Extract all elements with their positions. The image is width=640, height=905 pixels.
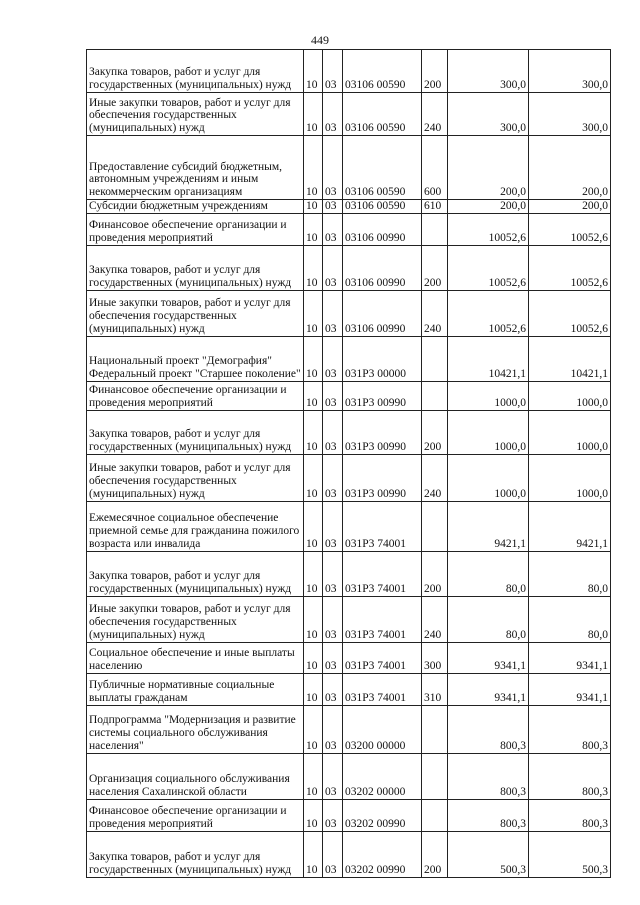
subsection-code-cell: 03 xyxy=(323,831,343,877)
amount-cell: 9341,1 xyxy=(448,673,529,705)
page-number: 449 xyxy=(311,33,329,47)
target-article-code-cell: 031P3 74001 xyxy=(343,673,422,705)
section-code-cell: 10 xyxy=(304,673,323,705)
section-code-cell: 10 xyxy=(304,831,323,877)
table-row xyxy=(87,93,611,136)
target-article-code-cell: 031P3 00990 xyxy=(343,454,422,501)
amount-cell: 800,3 xyxy=(529,799,611,831)
row-name-cell: Организация социального обслуживания населения Сахалинской области xyxy=(87,753,304,799)
subsection-code-cell: 03 xyxy=(323,93,343,136)
table-row xyxy=(87,200,611,214)
target-article-code-cell: 03106 00990 xyxy=(343,290,422,336)
expense-type-code-cell xyxy=(422,381,448,410)
amount-cell: 10052,6 xyxy=(529,245,611,290)
subsection-code-cell: 03 xyxy=(323,673,343,705)
section-code-cell: 10 xyxy=(304,410,323,454)
section-code-cell: 10 xyxy=(304,705,323,753)
row-name-cell: Ежемесячное социальное обеспечение приемной семье для гражданина пожилого возраста или инвалида xyxy=(87,501,304,551)
amount-cell: 200,0 xyxy=(529,200,611,214)
section-code-cell: 10 xyxy=(304,290,323,336)
table-row xyxy=(87,831,611,877)
amount-cell: 9421,1 xyxy=(448,501,529,551)
table-row xyxy=(87,705,611,753)
target-article-code-cell: 03106 00590 xyxy=(343,50,422,93)
expense-type-code-cell: 610 xyxy=(422,200,448,214)
expense-type-code-cell xyxy=(422,501,448,551)
target-article-code-cell: 03202 00990 xyxy=(343,799,422,831)
expense-type-code-cell xyxy=(422,753,448,799)
subsection-code-cell: 03 xyxy=(323,753,343,799)
amount-cell: 800,3 xyxy=(448,705,529,753)
section-code-cell: 10 xyxy=(304,136,323,200)
amount-cell: 10052,6 xyxy=(448,245,529,290)
amount-cell: 80,0 xyxy=(529,551,611,596)
amount-cell: 10421,1 xyxy=(448,336,529,381)
subsection-code-cell: 03 xyxy=(323,336,343,381)
section-code-cell: 10 xyxy=(304,336,323,381)
amount-cell: 9341,1 xyxy=(529,642,611,673)
subsection-code-cell: 03 xyxy=(323,454,343,501)
expense-type-code-cell: 200 xyxy=(422,831,448,877)
subsection-code-cell: 03 xyxy=(323,290,343,336)
expense-type-code-cell: 200 xyxy=(422,551,448,596)
table-row xyxy=(87,50,611,93)
expense-type-code-cell: 200 xyxy=(422,245,448,290)
amount-cell: 10421,1 xyxy=(529,336,611,381)
amount-cell: 80,0 xyxy=(448,551,529,596)
target-article-code-cell: 03200 00000 xyxy=(343,705,422,753)
budget-table xyxy=(86,49,611,878)
amount-cell: 200,0 xyxy=(448,200,529,214)
section-code-cell: 10 xyxy=(304,454,323,501)
subsection-code-cell: 03 xyxy=(323,410,343,454)
table-row xyxy=(87,799,611,831)
row-name-cell: Иные закупки товаров, работ и услуг для обеспечения государственных (муниципальных) нужд xyxy=(87,596,304,642)
amount-cell: 1000,0 xyxy=(448,381,529,410)
table-row xyxy=(87,642,611,673)
amount-cell: 1000,0 xyxy=(529,454,611,501)
section-code-cell: 10 xyxy=(304,596,323,642)
amount-cell: 9341,1 xyxy=(529,673,611,705)
expense-type-code-cell xyxy=(422,213,448,245)
target-article-code-cell: 03106 00990 xyxy=(343,245,422,290)
section-code-cell: 10 xyxy=(304,501,323,551)
amount-cell: 300,0 xyxy=(529,93,611,136)
subsection-code-cell: 03 xyxy=(323,501,343,551)
section-code-cell: 10 xyxy=(304,799,323,831)
expense-type-code-cell xyxy=(422,799,448,831)
amount-cell: 500,3 xyxy=(529,831,611,877)
section-code-cell: 10 xyxy=(304,93,323,136)
amount-cell: 800,3 xyxy=(529,753,611,799)
expense-type-code-cell: 240 xyxy=(422,454,448,501)
expense-type-code-cell: 240 xyxy=(422,290,448,336)
subsection-code-cell: 03 xyxy=(323,551,343,596)
amount-cell: 80,0 xyxy=(448,596,529,642)
row-name-cell: Иные закупки товаров, работ и услуг для обеспечения государственных (муниципальных) нужд xyxy=(87,93,304,136)
row-name-cell: Публичные нормативные социальные выплаты гражданам xyxy=(87,673,304,705)
amount-cell: 800,3 xyxy=(529,705,611,753)
table-row xyxy=(87,551,611,596)
table-row xyxy=(87,454,611,501)
section-code-cell: 10 xyxy=(304,753,323,799)
amount-cell: 800,3 xyxy=(448,799,529,831)
amount-cell: 10052,6 xyxy=(529,213,611,245)
subsection-code-cell: 03 xyxy=(323,799,343,831)
amount-cell: 10052,6 xyxy=(448,213,529,245)
amount-cell: 200,0 xyxy=(448,136,529,200)
row-name-cell: Закупка товаров, работ и услуг для государственных (муниципальных) нужд xyxy=(87,245,304,290)
target-article-code-cell: 031P3 00990 xyxy=(343,381,422,410)
target-article-code-cell: 031P3 74001 xyxy=(343,642,422,673)
row-name-cell: Национальный проект "Демография" Федеральный проект "Старшее поколение" xyxy=(87,336,304,381)
row-name-cell: Закупка товаров, работ и услуг для государственных (муниципальных) нужд xyxy=(87,551,304,596)
row-name-cell: Закупка товаров, работ и услуг для государственных (муниципальных) нужд xyxy=(87,410,304,454)
target-article-code-cell: 03202 00000 xyxy=(343,753,422,799)
table-row xyxy=(87,501,611,551)
amount-cell: 9341,1 xyxy=(448,642,529,673)
target-article-code-cell: 03106 00990 xyxy=(343,213,422,245)
section-code-cell: 10 xyxy=(304,200,323,214)
target-article-code-cell: 03202 00990 xyxy=(343,831,422,877)
row-name-cell: Социальное обеспечение и иные выплаты населению xyxy=(87,642,304,673)
amount-cell: 1000,0 xyxy=(448,454,529,501)
table-row xyxy=(87,245,611,290)
row-name-cell: Финансовое обеспечение организации и проведения мероприятий xyxy=(87,213,304,245)
row-name-cell: Финансовое обеспечение организации и проведения мероприятий xyxy=(87,799,304,831)
amount-cell: 9421,1 xyxy=(529,501,611,551)
table-row xyxy=(87,290,611,336)
amount-cell: 500,3 xyxy=(448,831,529,877)
expense-type-code-cell xyxy=(422,705,448,753)
subsection-code-cell: 03 xyxy=(323,705,343,753)
row-name-cell: Финансовое обеспечение организации и проведения мероприятий xyxy=(87,381,304,410)
expense-type-code-cell: 300 xyxy=(422,642,448,673)
amount-cell: 300,0 xyxy=(448,93,529,136)
table-row xyxy=(87,596,611,642)
amount-cell: 1000,0 xyxy=(448,410,529,454)
expense-type-code-cell: 240 xyxy=(422,596,448,642)
section-code-cell: 10 xyxy=(304,245,323,290)
subsection-code-cell: 03 xyxy=(323,136,343,200)
table-row xyxy=(87,336,611,381)
row-name-cell: Субсидии бюджетным учреждениям xyxy=(87,200,304,214)
row-name-cell: Иные закупки товаров, работ и услуг для обеспечения государственных (муниципальных) нужд xyxy=(87,290,304,336)
amount-cell: 800,3 xyxy=(448,753,529,799)
subsection-code-cell: 03 xyxy=(323,200,343,214)
section-code-cell: 10 xyxy=(304,551,323,596)
section-code-cell: 10 xyxy=(304,381,323,410)
row-name-cell: Иные закупки товаров, работ и услуг для обеспечения государственных (муниципальных) нужд xyxy=(87,454,304,501)
table-row xyxy=(87,381,611,410)
amount-cell: 10052,6 xyxy=(529,290,611,336)
row-name-cell: Подпрограмма "Модернизация и развитие системы социального обслуживания населения" xyxy=(87,705,304,753)
expense-type-code-cell: 240 xyxy=(422,93,448,136)
section-code-cell: 10 xyxy=(304,50,323,93)
subsection-code-cell: 03 xyxy=(323,245,343,290)
target-article-code-cell: 031P3 74001 xyxy=(343,501,422,551)
amount-cell: 10052,6 xyxy=(448,290,529,336)
row-name-cell: Предоставление субсидий бюджетным, автономным учреждениям и иным некоммерческим организациям xyxy=(87,136,304,200)
expense-type-code-cell: 600 xyxy=(422,136,448,200)
expense-type-code-cell: 200 xyxy=(422,410,448,454)
target-article-code-cell: 031P3 00990 xyxy=(343,410,422,454)
amount-cell: 80,0 xyxy=(529,596,611,642)
subsection-code-cell: 03 xyxy=(323,381,343,410)
target-article-code-cell: 031P3 74001 xyxy=(343,596,422,642)
expense-type-code-cell xyxy=(422,336,448,381)
table-row xyxy=(87,673,611,705)
section-code-cell: 10 xyxy=(304,642,323,673)
table-row xyxy=(87,136,611,200)
table-row xyxy=(87,213,611,245)
target-article-code-cell: 031P3 74001 xyxy=(343,551,422,596)
amount-cell: 200,0 xyxy=(529,136,611,200)
subsection-code-cell: 03 xyxy=(323,642,343,673)
table-body xyxy=(87,50,611,878)
subsection-code-cell: 03 xyxy=(323,213,343,245)
section-code-cell: 10 xyxy=(304,213,323,245)
amount-cell: 300,0 xyxy=(529,50,611,93)
amount-cell: 1000,0 xyxy=(529,410,611,454)
target-article-code-cell: 03106 00590 xyxy=(343,136,422,200)
target-article-code-cell: 031P3 00000 xyxy=(343,336,422,381)
amount-cell: 1000,0 xyxy=(529,381,611,410)
row-name-cell: Закупка товаров, работ и услуг для государственных (муниципальных) нужд xyxy=(87,831,304,877)
row-name-cell: Закупка товаров, работ и услуг для государственных (муниципальных) нужд xyxy=(87,50,304,93)
target-article-code-cell: 03106 00590 xyxy=(343,200,422,214)
table-row xyxy=(87,410,611,454)
subsection-code-cell: 03 xyxy=(323,50,343,93)
table-row xyxy=(87,753,611,799)
expense-type-code-cell: 310 xyxy=(422,673,448,705)
target-article-code-cell: 03106 00590 xyxy=(343,93,422,136)
amount-cell: 300,0 xyxy=(448,50,529,93)
expense-type-code-cell: 200 xyxy=(422,50,448,93)
subsection-code-cell: 03 xyxy=(323,596,343,642)
